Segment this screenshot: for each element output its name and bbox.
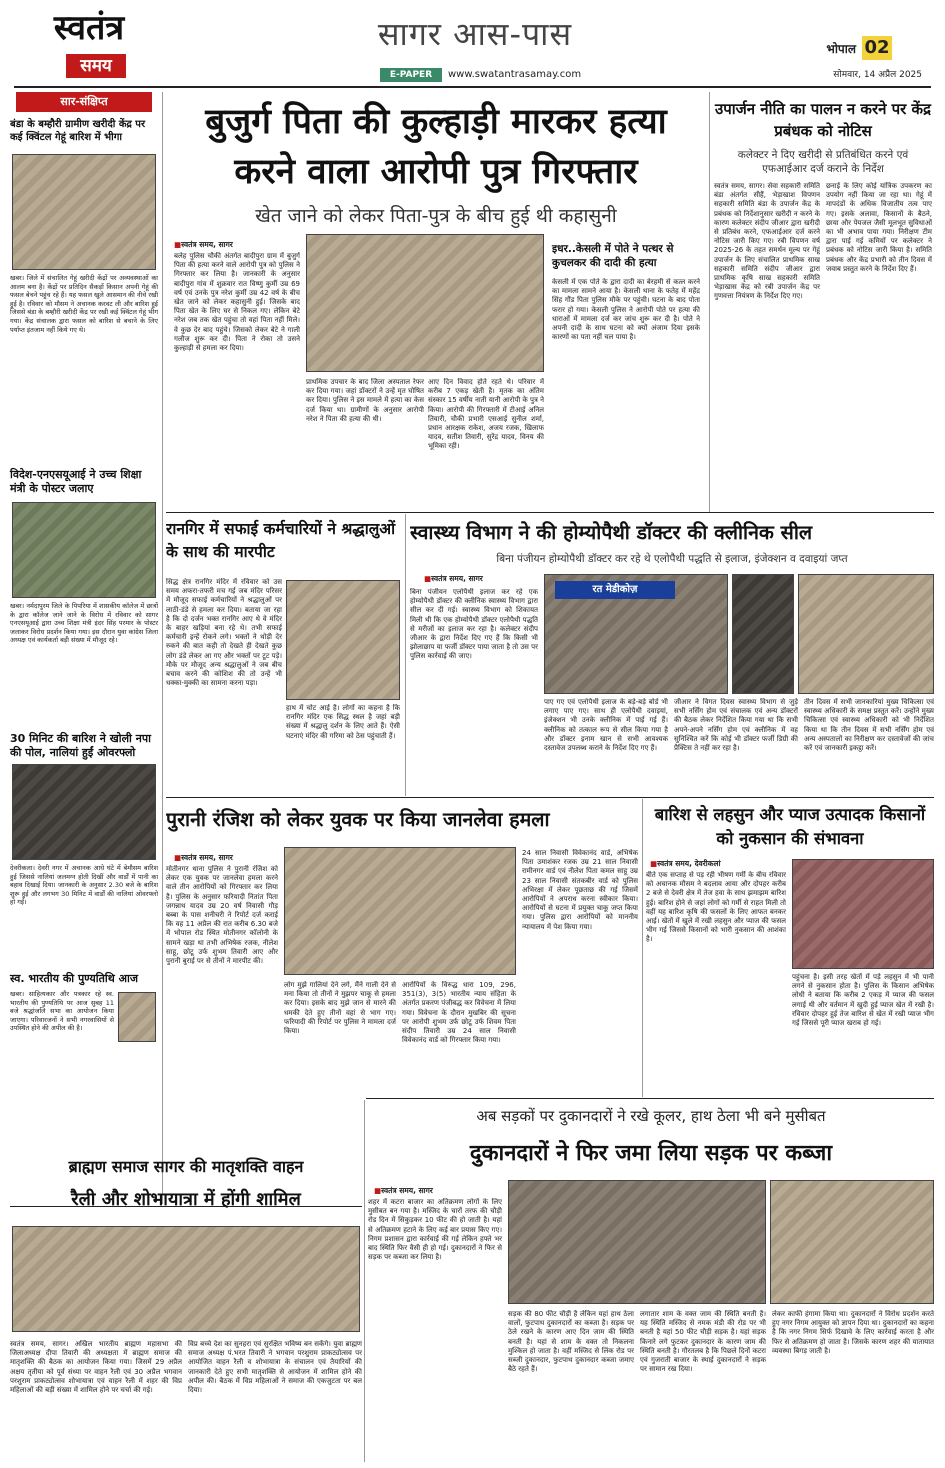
issue-date: सोमवार, 14 अप्रैल 2025	[833, 70, 922, 80]
notice-body-2: छनाई के लिए कोई यांत्रिक उपकरण का उपयोग नहीं किया जा रहा था। गेहूं में मापदंडों के अधिक विजातीय तत्व पाए गए। इसके अलावा, किसानों के बैठने, छाया और पेयजल जैसी मूलभूत सुविधाओं का भी अभाव पाया गया। निरीक्षण टीम द्वारा पाई गई कमियों पर कलेक्टर ने प्रबंधक को नोटिस जारी किया है। समिति प्रबंधक और केंद्र प्रभारी को तीन दिवस में जवाब प्रस्तुत करने के निर्देश दिए हैं।	[826, 182, 932, 273]
row2-rule	[166, 797, 934, 798]
lead-subheadline: खेत जाने को लेकर पिता-पुत्र के बीच हुई थी कहासुनी	[255, 205, 617, 227]
page-number: 02	[862, 36, 892, 60]
encroach-kicker: अब सड़कों पर दुकानदारों ने रखे कूलर, हाथ ठेला भी बने मुसीबत	[476, 1107, 826, 1125]
attack-body-3: आरोपियों के विरुद्ध धारा 109, 296, 351(3), 3(5) भारतीय न्याय संहिता के अंतर्गत प्रकरण पंजीबद्ध कर विवेचना में लिया गया। विवेचना के दौरान मुखबिर की सूचना पर आरोपी शुभम उर्फ छोटू उर्फ शिवम पिता संदीप तिवारी उम्र 24 साल निवासी विवेकानंद वार्ड को गिरफ्तार किया गया।	[402, 981, 516, 1045]
sidebar-photo-protest	[12, 502, 156, 598]
homeo-headline: स्वास्थ्य विभाग ने की होम्योपैथी डॉक्टर की क्लीनिक सील	[410, 521, 813, 544]
lead-headline-2: करने वाला आरोपी पुत्र गिरफ्तार	[234, 152, 638, 192]
crop-headline: बारिश से लहसुन और प्याज उत्पादक किसानों को नुकसान की संभावना	[654, 805, 926, 848]
brahmin-headline-1: ब्राह्मण समाज सागर की मातृशक्ति वाहन	[68, 1157, 304, 1176]
crop-photo-onion	[792, 859, 934, 969]
sidebar-headline-1: बंडा के बम्हौरी ग्रामीण खरीदी केंद्र पर कई क्विंटल गेहूं बारिश में भीगा	[10, 119, 146, 143]
attack-photo	[284, 847, 516, 975]
sidebar-body-1: खबर। जिले में संचालित गेहूं खरीदी केंद्रों पर अव्यवस्थाओं का आलम बना है। केंद्रों पर प्रतिदिन सैकड़ों किसान अपनी गेहूं की फसल बेचने पहुंच रहे हैं। यह फसल खुले आसमान की नीचे रखी हुई है। रविवार को मौसम ने अचानक करवट ली और बारिश हुई जिससे बंडा के बम्हौरी खरीदी केंद्र पर रखी कई क्विंटल गेहूं भीग गया। केंद्र संचालक द्वारा फसल को बारिश से बचाने के लिए पर्याप्त इंतजाम नहीं किये गए थे।	[10, 274, 158, 334]
crop-body-1: बीते एक सप्ताह से पड़ रही भीषण गर्मी के बीच रविवार को अचानक मौसम ने बदलाव आया और दोपहर करीब 2 बजे से देवरी क्षेत्र में तेज हवा के साथ झमाझम बारिश हुई। बारिश होने से जहां लोगों को गर्मी से राहत मिली तो वहीं यह बारिश कृषि की फसलों के लिए आफत बनकर आई। खेतों में खुले में रखी लहसुन और प्याज की फसल भीग गई जिससे किसानों को भारी नुकसान की आशंका है।	[646, 871, 786, 944]
encroach-body-3: लगातार शाम के वक्त जाम की स्थिति बनती है। यह स्थिति मस्जिद से नमक मंडी की रोड पर भी बनती है यहां 50 फीट चौड़ी सड़क है। यहां सड़क किनारे लगे फुटकर दुकानदार के कारण जाम की स्थिति बनती है। गौरतलब है कि पिछले दिनों कटरा एवं गुजराती बाजार के स्थाई दुकानदारों ने सड़क पर सामान रख दिया।	[640, 1310, 766, 1374]
edition-city: भोपाल	[826, 42, 856, 56]
homeo-story	[410, 514, 934, 796]
brahmin-story	[10, 1100, 362, 1462]
homeo-body-3: जीआर ने विगत दिवस स्वास्थ्य विभाग से जुड़े सभी नर्सिंग होम एवं संचालक एवं अन्य डॉक्टरों की बैठक लेकर निर्देशित किया गया था कि सभी अपने-अपने नर्सिंग होम एवं क्लीनिक में वह सुनिश्चित करें कि कोई भी डॉक्टर फर्जी डिग्री की प्रैक्टिस ते नहीं कर रहा है।	[674, 698, 798, 753]
sidebar-body-4: खबर। साहित्यकार और पत्रकार रहे स्व. भारतीय की पुण्यतिथि पर आज सुबह 11 बजे श्रद्धांजलि सभा का आयोजन किया जाएगा। परिवारजनों ने सभी नगरवासियों से उपस्थित होने की अपील की है।	[10, 990, 114, 1033]
lead-body-3: आए दिन विवाद होते रहते थे। परिवार में करीब 7 एकड़ खेती है। मृतक का अंतिम संस्कार 15 वर्षीय नाती यानी आरोपी के पुत्र ने किया। आरोपी की गिरफ्तारी में टीआई अनिल तिवारी, चौकी प्रभारी एसआई सुनील शर्मा, प्रधान आरक्षक राकेश, अजय रजक, खिलाफ यादव, सतीश तिवारी, सुरेंद्र यादव, विनय की भूमिका रही।	[428, 378, 544, 451]
epaper-label: E-PAPER	[380, 68, 442, 82]
brahmin-headline-2: रैली और शोभायात्रा में होंगी शामिल	[71, 1189, 301, 1210]
section-title: सागर आस-पास	[377, 15, 573, 53]
lead-side-body: केसली में एक पोते के द्वारा दादी का बेरहमी से कत्ल करने का मामला सामने आया है। केसली थाना के फतेह में महेंद्र सिंह गौंड पिता पुलिस मौके पर पहुंची। घटना के बाद पोता फरार हो गया। केसली पुलिस ने आरोपी पोते पर हत्या की धाराओं में मामला दर्ज कर जांच शुरू कर दी है। पोते ने अपनी दादी के साथ घटना को क्यों अंजाम दिया इसके कारणों का पता नहीं चल पाया है।	[552, 278, 700, 342]
lead-byline: ■ स्वतंत्र समय, सागर	[174, 240, 304, 250]
sidebar-title: सार-संक्षिप्त	[16, 92, 152, 112]
encroach-headline: दुकानदारों ने फिर जमा लिया सड़क पर कब्जा	[469, 1141, 833, 1166]
notice-subheadline: कलेक्टर ने दिए खरीदी से प्रतिबंधित करने एवं एफआईआर दर्ज कराने के निर्देश	[737, 149, 909, 175]
logo	[14, 8, 164, 84]
lead-body-2: प्राथमिक उपचार के बाद जिला अस्पताल रेफर कर दिया गया। जहां डॉक्टरों ने उन्हें मृत घोषित कर दिया। पुलिस ने इस मामले में हत्या का केस दर्ज किया था। ग्रामीणों के अनुसार आरोपी नरेश ने पिता की हत्या की थी।	[306, 378, 424, 423]
crop-story	[646, 799, 934, 1097]
logo-top: स्वतंत्र	[53, 8, 125, 48]
homeo-photo-room	[732, 574, 794, 694]
sidebar-body-3: देवरीकला। देवरी नगर में अचानक आधे घंटे में बेमौसम बारिश हुई जिससे नालियां जलमग्न होती दिखीं और वार्डों में पानी का बहाव दिखाई दिया। जानकारी के अनुसार 2.30 बजे के बारिश शुरू हुई और लगभग 30 मिनिट में वार्डों की नालियां ओवरफ्लो हो गईं।	[10, 864, 158, 907]
lead-photo-arrest	[306, 234, 544, 372]
sidebar-divider	[162, 92, 163, 1204]
brahmin-body-2: विप्र बच्चे देश का सुनहरा एवं सुरक्षित भविष्य बन सकेंगे। युवा ब्राह्मण समाज अध्यक्ष पं.भरत तिवारी ने भगवान परशुराम प्राकट्योत्सव पर आयोजित वाहन रैली व शोभायात्रा के संचालन एवं तैयारियों की जानकारी देते हुए सभी मातृशक्ति से आयोजन में शामिल होने की अपील की। बैठक में विप्र महिलाओं ने समाज की एकजुटता पर बल दिया।	[188, 1340, 362, 1395]
homeo-body-1: बिना पंजीयन एलोपैथी इलाज कर रहे एक होम्योपैथी डॉक्टर की क्लीनिक स्वास्थ्य विभाग द्वारा सील कर दी गई। स्वास्थ्य विभाग को शिकायत मिली थी कि एक होम्योपैथी डॉक्टर एलोपैथी पद्धति से मरीजों का इलाज कर रहा है। कलेक्टर संदीप जीआर के द्वारा निर्देश दिए गए हैं कि किसी भी झोलाछाप या फर्जी डॉक्टर पाया जाता है तो उस पर पुलिस कार्रवाई की जाए।	[410, 588, 538, 661]
crop-byline: ■ स्वतंत्र समय, देवरीकलां	[650, 859, 790, 869]
sidebar-headline-2: विदेश-एनएसयूआई ने उच्च शिक्षा मंत्री के पोस्टर जलाए	[10, 468, 142, 495]
homeo-byline: ■ स्वतंत्र समय, सागर	[424, 574, 554, 584]
rangir-divider	[405, 514, 406, 796]
sidebar-photo-drain	[12, 764, 156, 860]
notice-headline: उपार्जन नीति का पालन न करने पर केंद्र प्रबंधक को नोटिस	[714, 100, 932, 140]
lead-right-divider	[709, 92, 710, 512]
rangir-photo	[286, 580, 400, 700]
sidebar-headline-3: 30 मिनिट की बारिश ने खोली नपा की पोल, नालियां हुईं ओवरफ्लो	[10, 732, 151, 759]
lead-body-1: बलेह पुलिस चौकी अंतर्गत बादीपुरा ग्राम में बुजुर्ग पिता की हत्या करने वाले आरोपी पुत्र को पुलिस ने गिरफ्तार कर लिया है। जानकारी के अनुसार बादीपुरा गांव में शुक्रवार रात विष्णु कुर्मी उम्र 69 वर्ष एवं उनके पुत्र नरेश कुर्मी उम्र 42 वर्ष के बीच खेत जाने को लेकर कहासुनी हुई। जिसके बाद पिता खेत के लिए घर से निकल गए। लेकिन बेटे नरेश जब तक खेत पहुंचा तो वहां पिता नहीं मिले। वे कुछ देर बाद पहुंचे। जिसको लेकर बेटे ने गाली गलौज शुरू कर दी। पिता ने रोका तो उसने कुल्हाड़ी से हमला कर दिया।	[174, 252, 300, 353]
attack-story	[166, 799, 638, 1097]
lead-headline-1: बुजुर्ग पिता की कुल्हाड़ी मारकर हत्या	[205, 102, 667, 142]
attack-byline: ■ स्वतंत्र समय, सागर	[174, 853, 304, 863]
attack-body-2: लोग मुझे गालियां देने लगे, मैंने गाली देने से मना किया तो तीनों ने मुझपर चाकू से हमला कर दिया। इसके बाद मुझे जान से मारने की धमकी देते हुए तीनों वहां से भाग गए। फरियादी की रिपोर्ट पर पुलिस ने मामला दर्ज किया।	[284, 981, 396, 1036]
homeo-body-4: तीन दिवस में सभी जानकारियां मुख्य चिकित्सा एवं स्वास्थ्य अधिकारी के समक्ष प्रस्तुत करें। उन्होंने मुख्य चिकित्सा एवं स्वास्थ्य अधिकारी को भी निर्देशित किया था कि तीन दिवस में सभी नर्सिंग होम एवं अन्य अस्पतालों का निरीक्षण कर दस्तावेजों की जांच करें एवं जानकारी इकट्ठा करें।	[804, 698, 934, 753]
website-link[interactable]: www.swatantrasamay.com	[448, 69, 582, 80]
rangir-story	[166, 514, 402, 796]
sidebar-photo-wheat	[12, 154, 156, 270]
encroach-byline: ■ स्वतंत्र समय, सागर	[374, 1186, 504, 1196]
notice-story	[712, 92, 934, 512]
masthead-rule	[14, 86, 931, 88]
homeo-photo-doctor	[798, 574, 934, 694]
encroach-photo-street	[770, 1180, 934, 1304]
homeo-body-2: पाए गए एवं एलोपैथी इलाज के बड़े-बड़े बोर्ड भी लगाए पाए गए। साथ ही एलोपैथी दवाइयां, इंजेक्शन भी उनके क्लीनिक में पाई गई हैं। क्लीनिक को तत्काल रूप से सील किया गया है और डॉक्टर इनाम खान से सभी आवश्यक दस्तावेज उपलब्ध कराने के निर्देश दिए गए हैं।	[544, 698, 668, 753]
clinic-shop-sign: रत मेडीकोज़	[555, 581, 675, 599]
crop-body-2: पहुंचना है। इसी तरह खेतों में पड़े लहसुन में भी पानी लगने से नुकसान होता है। पुलिस के किसान अभिषेक लोधी ने बताया कि करीब 2 एकड़ में प्याज की फसल लगाई थी और वर्तमान में खुदी हुई प्याज खेत में रखी है। रविवार दोपहर हुई तेज बारिश से खेत में रखी प्याज भीग गई जिससे पूरी प्याज खराब हो गई।	[792, 973, 934, 1028]
encroach-body-4: लेकर काफी हंगामा किया था। दुकानदारों ने विरोध प्रदर्शन करते हुए नगर निगम आयुक्त को ज्ञापन दिया था। दुकानदारों का कहना है कि नगर निगम सिर्फ दिखावे के लिए कार्रवाई करता है और फिर से अतिक्रमण हो जाता है। जिसके कारण शहर की यातायात व्यवस्था बिगड़ जाती है।	[772, 1310, 934, 1355]
encroach-photo-market	[508, 1180, 766, 1304]
rangir-headline: रानगिर में सफाई कर्मचारियों ने श्रद्धालुओं के साथ की मारपीट	[166, 520, 396, 561]
lead-story	[166, 92, 706, 512]
attack-body-4: 24 साल निवासी विवेकानंद वार्ड, अभिषेक पिता उमाशंकर रजक उम्र 21 साल निवासी रामीनगर वार्ड एवं नीलेश पिता कमल साहू उम्र 23 साल निवासी संतकबीर वार्ड को पुलिस अभिरक्षा में लेकर पूछताछ की गई जिसमें आरोपियों ने अपराध करना स्वीकार किया। आरोपियों से घटना में प्रयुक्त चाकू जप्त किया गया। पुलिस द्वारा आरोपियों को माननीय न्यायालय में पेश किया गया।	[522, 849, 638, 931]
encroach-story	[368, 1100, 934, 1462]
row3-rule-right	[366, 1098, 934, 1099]
encroach-body-1: शहर में कटरा बाजार का अतिक्रमण लोगों के लिए मुसीबत बन गया है। मस्जिद के चारों तरफ की चौड़ी रोड दिन में सिकुड़कर 10 फीट की हो जाती है। यहां से अतिक्रमण हटाने के लिए कई बार प्रयास किए गए। निगम प्रशासन द्वारा कार्रवाई की गई लेकिन हफ्ते भर बाद स्थिति फिर वैसी ही हो गई। दुकानदारों ने फिर से सड़क पर कब्जा कर लिया है।	[368, 1198, 502, 1262]
homeo-photo-clinic	[544, 574, 728, 694]
brahmin-photo-meeting	[12, 1226, 360, 1332]
attack-body-1: मोतीनगर थाना पुलिस ने पुरानी रंजिश को लेकर एक युवक पर जानलेवा हमला करने वाले तीन आरोपियों को गिरफ्तार कर लिया है। पुलिस के अनुसार फरियादी नितांत पिता जगन्नाथ यादव उम्र 20 वर्ष निवासी गौड़ बब्बा के पास शनीचरी ने रिपोर्ट दर्ज कराई कि वह 11 अप्रैल की रात करीब 6.30 बजे में भोपाल रोड स्थित मोतीनगर कॉलोनी के सामने खड़ा था तभी अभिषेक रजक, नीलेश साहू, छोटू उर्फ शुभम तिवारी आए और पुरानी बुराई पर से तीनों ने मारपीट की।	[166, 865, 278, 966]
attack-divider	[642, 799, 643, 1097]
homeo-subheadline: बिना पंजीयन होम्योपैथी डॉक्टर कर रहे थे एलोपैथी पद्धति से इलाज, इंजेक्शन व दवाइयां जप्त	[496, 553, 848, 565]
sidebar-body-2: खबर। नर्मदापुरम जिले के पिपरिया में शासकीय कॉलेज में छात्रों के द्वारा कॉलेज जाने जाने के विरोध में रविवार को सागर एनएसयूआई द्वारा उच्च शिक्षा मंत्री इंदर सिंह परमार के पोस्टर जलाकर विरोध प्रदर्शन किया गया। इस दौरान युवा कांग्रेस जिला अध्यक्ष एवं कार्यकर्ता बड़ी संख्या में मौजूद रहे।	[10, 602, 158, 645]
attack-headline: पुरानी रंजिश को लेकर युवक पर किया जानलेवा हमला	[166, 808, 550, 831]
rangir-body-1: सिद्ध क्षेत्र रानगिर मंदिर में रविवार को उस समय अफरा-तफरी मच गई जब मंदिर परिसर में मौजूद सफाई कर्मचारियों ने श्रद्धालुओं पर लाठी-डंडे से हमला कर दिया। बताया जा रहा है कि दो दर्जन भक्त रानगिर आए थे वे मंदिर के बाहर खड़ियां बना रहे थे। तभी सफाई कर्मचारी इन्हें रोकने लगे। भक्तों ने थोड़ी देर रुकने की बात कही तो देखते ही देखते कुछ लोग डंडे लेकर आ गए और भक्तों पर टूट पड़े। मौके पर मौजूद अन्य श्रद्धालुओं ने जब बीच बचाव करने की कोशिश की तो उन्हें भी धक्का-मुक्की का सामना करना पड़ा।	[166, 578, 282, 688]
sidebar-portrait	[118, 992, 156, 1042]
sidebar	[10, 92, 158, 1204]
notice-body-1: स्वतंत्र समय, सागर। सेवा सहकारी समिति बंडा अंतर्गत सीहैं, भेड़ाखाश विपणन सहकारी समिति बंडा के उपार्जन केंद्र के प्रबंधक को निर्देशानुसार खरीदी न करने के कारण कलेक्टर संदीप जीआर द्वारा खरीदी से प्रतिबंध करने, एफआईआर दर्ज करने नोटिस जारी किए गए। रबी विपणन वर्ष 2025-26 के तहत समर्थन मूल्य पर गेहूं उपार्जन के लिए संचालित प्राथमिक साख सहकारी समिति संदीप जीआर द्वारा प्राथमिक कृषि साख सहकारी समिति भेड़ाखास केंद्र को रबी उपार्जन केंद्र पर गुणवत्ता नियंत्रण के निर्देश दिए गए।	[714, 182, 820, 301]
lead-side-headline: इधर..केसली में पोते ने पत्थर से कुचलकर की दादी की हत्या	[552, 243, 674, 269]
rangir-body-2: हाथ में चोट आई है। लोगों का कहना है कि रानगिर मंदिर एक सिद्ध स्थल है जहां बड़ी संख्या में श्रद्धालु दर्शन के लिए आते हैं। ऐसी घटनाएं मंदिर की गरिमा को ठेस पहुंचाती हैं।	[286, 704, 400, 740]
logo-bottom: समय	[66, 54, 126, 78]
masthead	[0, 0, 945, 88]
brahmin-body-1: स्वतंत्र समय, सागर। अखिल भारतीय ब्राह्मण महासभा की जिलाअध्यक्ष दीपा तिवारी की अध्यक्षता में ब्राह्मण समाज की मातृशक्ति की बैठक का आयोजन किया गया। जिसमें 29 अप्रैल अक्षय तृतीया को पूर्व संध्या पर वाहन रैली एवं 30 अप्रैल भगवान परशुराम प्राकट्योत्सव शोभायात्रा एवं वाहन रैली में शहर की विप्र महिलाओं की बड़ी संख्या में शामिल होने पर चर्चा की गई।	[10, 1340, 182, 1395]
sidebar-headline-4: स्व. भारतीय की पुण्यतिथि आज	[10, 972, 139, 985]
row1-rule	[166, 512, 934, 513]
brahmin-divider	[364, 1100, 365, 1462]
encroach-body-2: सड़क की 80 फीट चौड़ी है लेकिन यहां हाथ ठेला वालों, फुटपाथ दुकानदारों का कब्जा है। सड़क पर ठेले रखने के कारण आए दिन जाम की स्थिति बनती है। यहां से शाम के वक्त तो निकलना मुश्किल हो जाता है। वहीं मस्जिद से लिंक रोड पर सब्जी दुकानदार, फुटपाथ दुकानदार कब्जा जमाए बैठे रहते हैं।	[508, 1310, 634, 1374]
